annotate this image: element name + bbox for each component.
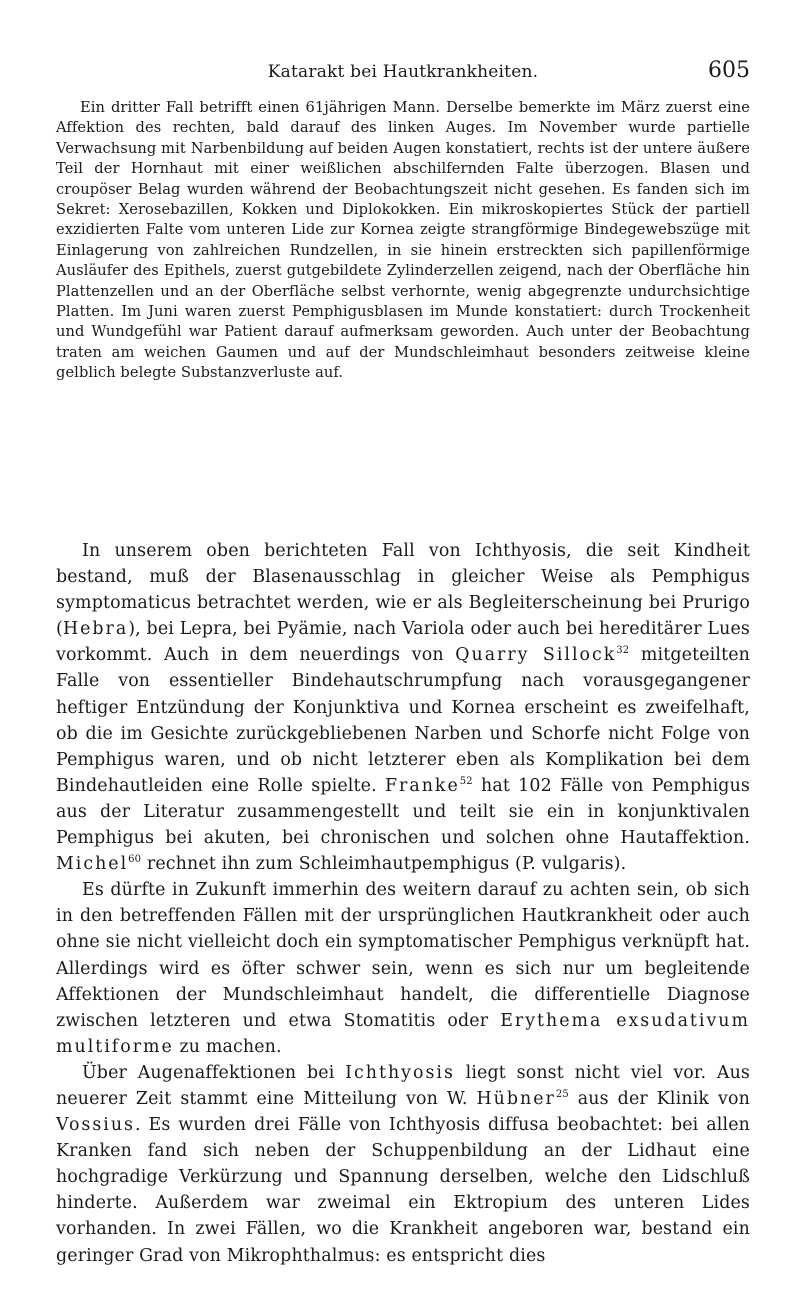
term-erythema: Erythema exsudativum multiforme: [56, 1010, 750, 1057]
author-name-hebra: Hebra: [62, 619, 129, 640]
paragraph-third-case: Ein dritter Fall betrifft einen 61jährigen Mann. Derselbe bemerkte im März zuerst eine Affektion des rechten, bald darauf des linken Auges. Im November wurde partielle Verwachsung mit Narbenbildung auf beiden Augen konstatiert, rechts ist der untere äußere Teil der Hornhaut mit einer weißlichen abschilfernden Falte überzogen. Blasen und croupöser Belag wurden während der Beobachtungszeit nicht gesehen. Es fanden sich im Sekret: Xerosebazillen, Kokken und Diplokokken. Ein mikroskopiertes Stück der partiell exzidierten Falte vom unteren Lide zur Kornea zeigte strangförmige Bindegewebszüge mit Einlagerung von zahlreichen Rundzellen, in sie hinein erstreckten sich papillenförmige Ausläufer des Epithels, zuerst gutgebildete Zylinderzellen zeigend, nach der Oberfläche hin Plattenzellen und an der Oberfläche selbst verhornte, wenig abgegrenzte undurchsichtige Platten. Im Juni waren zuerst Pemphigusblasen im Munde konstatiert: durch Trockenheit und Wundgefühl war Patient darauf aufmerksam geworden. Auch unter der Beobachtung traten am weichen Gaumen und auf der Mundschleimhaut besonders zeitweise kleine gelblich belegte Substanzverluste auf.: [56, 99, 750, 382]
page-number: 605: [708, 58, 750, 83]
reference-marker: 25: [555, 1089, 569, 1101]
author-name-franke: Franke: [384, 775, 460, 796]
reference-marker: 60: [128, 854, 142, 866]
text-run: hat 102 Fälle von Pemphigus aus der Literatur zusammengestellt und teilt sie ein in konjunktivalen Pemphigus bei akuten, bei chronischen und solchen ohne Hautaffektion.: [56, 775, 750, 849]
author-name-huebner: Hübner: [476, 1088, 556, 1109]
reference-marker: 32: [616, 645, 630, 657]
text-run: rechnet ihn zum Schleimhautpemphigus (P. vulgaris).: [141, 854, 627, 875]
text-run: zu machen.: [173, 1036, 282, 1057]
reference-marker: 52: [459, 776, 473, 788]
term-ichthyosis: Ichthyosis: [345, 1062, 455, 1083]
author-name-quarry-sillock: Quarry Sillock: [455, 645, 617, 666]
text-run: Über Augenaffektionen bei: [82, 1062, 346, 1083]
paragraph-pemphigus-symptomaticus: [56, 538, 750, 877]
running-head: [56, 58, 750, 88]
text-run: In unserem oben berichteten Fall von Ichthyosis, die seit Kindheit bestand, muß der Blasenausschlag in gleicher Weise als Pemphigus symptomaticus betrachtet werden, wie er als Begleiterscheinung bei Prurigo (: [56, 541, 750, 640]
text-run: liegt sonst nicht viel vor. Aus neuerer Zeit stammt eine Mitteilung von W.: [56, 1062, 751, 1109]
text-run: . Es wurden drei Fälle von Ichthyosis diffusa beobachtet: bei allen Kranken fand sich neben der Schuppenbildung an der Lidhaut eine hochgradige Verkürzung und Spannung derselben, welche den Lidschluß hinderte. Außerdem war zweimal ein Ektropium des unteren Lides vorhanden. In zwei Fällen, wo die Krankheit angeboren war, bestand ein geringer Grad von Mikrophthalmus: es entspricht dies: [56, 1115, 750, 1266]
author-name-vossius: Vossius: [56, 1115, 135, 1136]
author-name-michel: Michel: [56, 854, 129, 875]
case-report-small-print: [56, 98, 750, 384]
text-run: ), bei Lepra, bei Pyämie, nach Variola oder auch bei hereditärer Lues vorkommt. Auch in dem neuerdings von: [56, 619, 750, 666]
text-run: aus der Klinik von: [568, 1088, 750, 1109]
main-text: [56, 538, 750, 1269]
paragraph-future-observation: [56, 877, 750, 1060]
text-run: mitgeteilten Falle von essentieller Bindehautschrumpfung nach vorausgegangener heftiger Entzündung der Konjunktiva und Kornea erscheint es zweifelhaft, ob die im Gesichte zurückgebliebenen Narben und Schorfe nicht Folge von Pemphigus waren, und ob nicht letzterer eben als Komplikation bei dem Bindehautleiden eine Rolle spielte.: [56, 645, 751, 796]
running-title: Katarakt bei Hautkrankheiten.: [267, 62, 539, 82]
text-run: Es dürfte in Zukunft immerhin des weitern darauf zu achten sein, ob sich in den betreffenden Fällen mit der ursprünglichen Hautkrankheit oder auch ohne sie nicht vielleicht doch ein symptomatischer Pemphigus verknüpft hat. Allerdings wird es öfter schwer sein, wenn es sich nur um begleitende Affektionen der Mundschleimhaut handelt, die differentielle Diagnose zwischen letzteren und etwa Stomatitis oder: [56, 880, 750, 1031]
paragraph-ichthyosis-eye: [56, 1060, 750, 1269]
